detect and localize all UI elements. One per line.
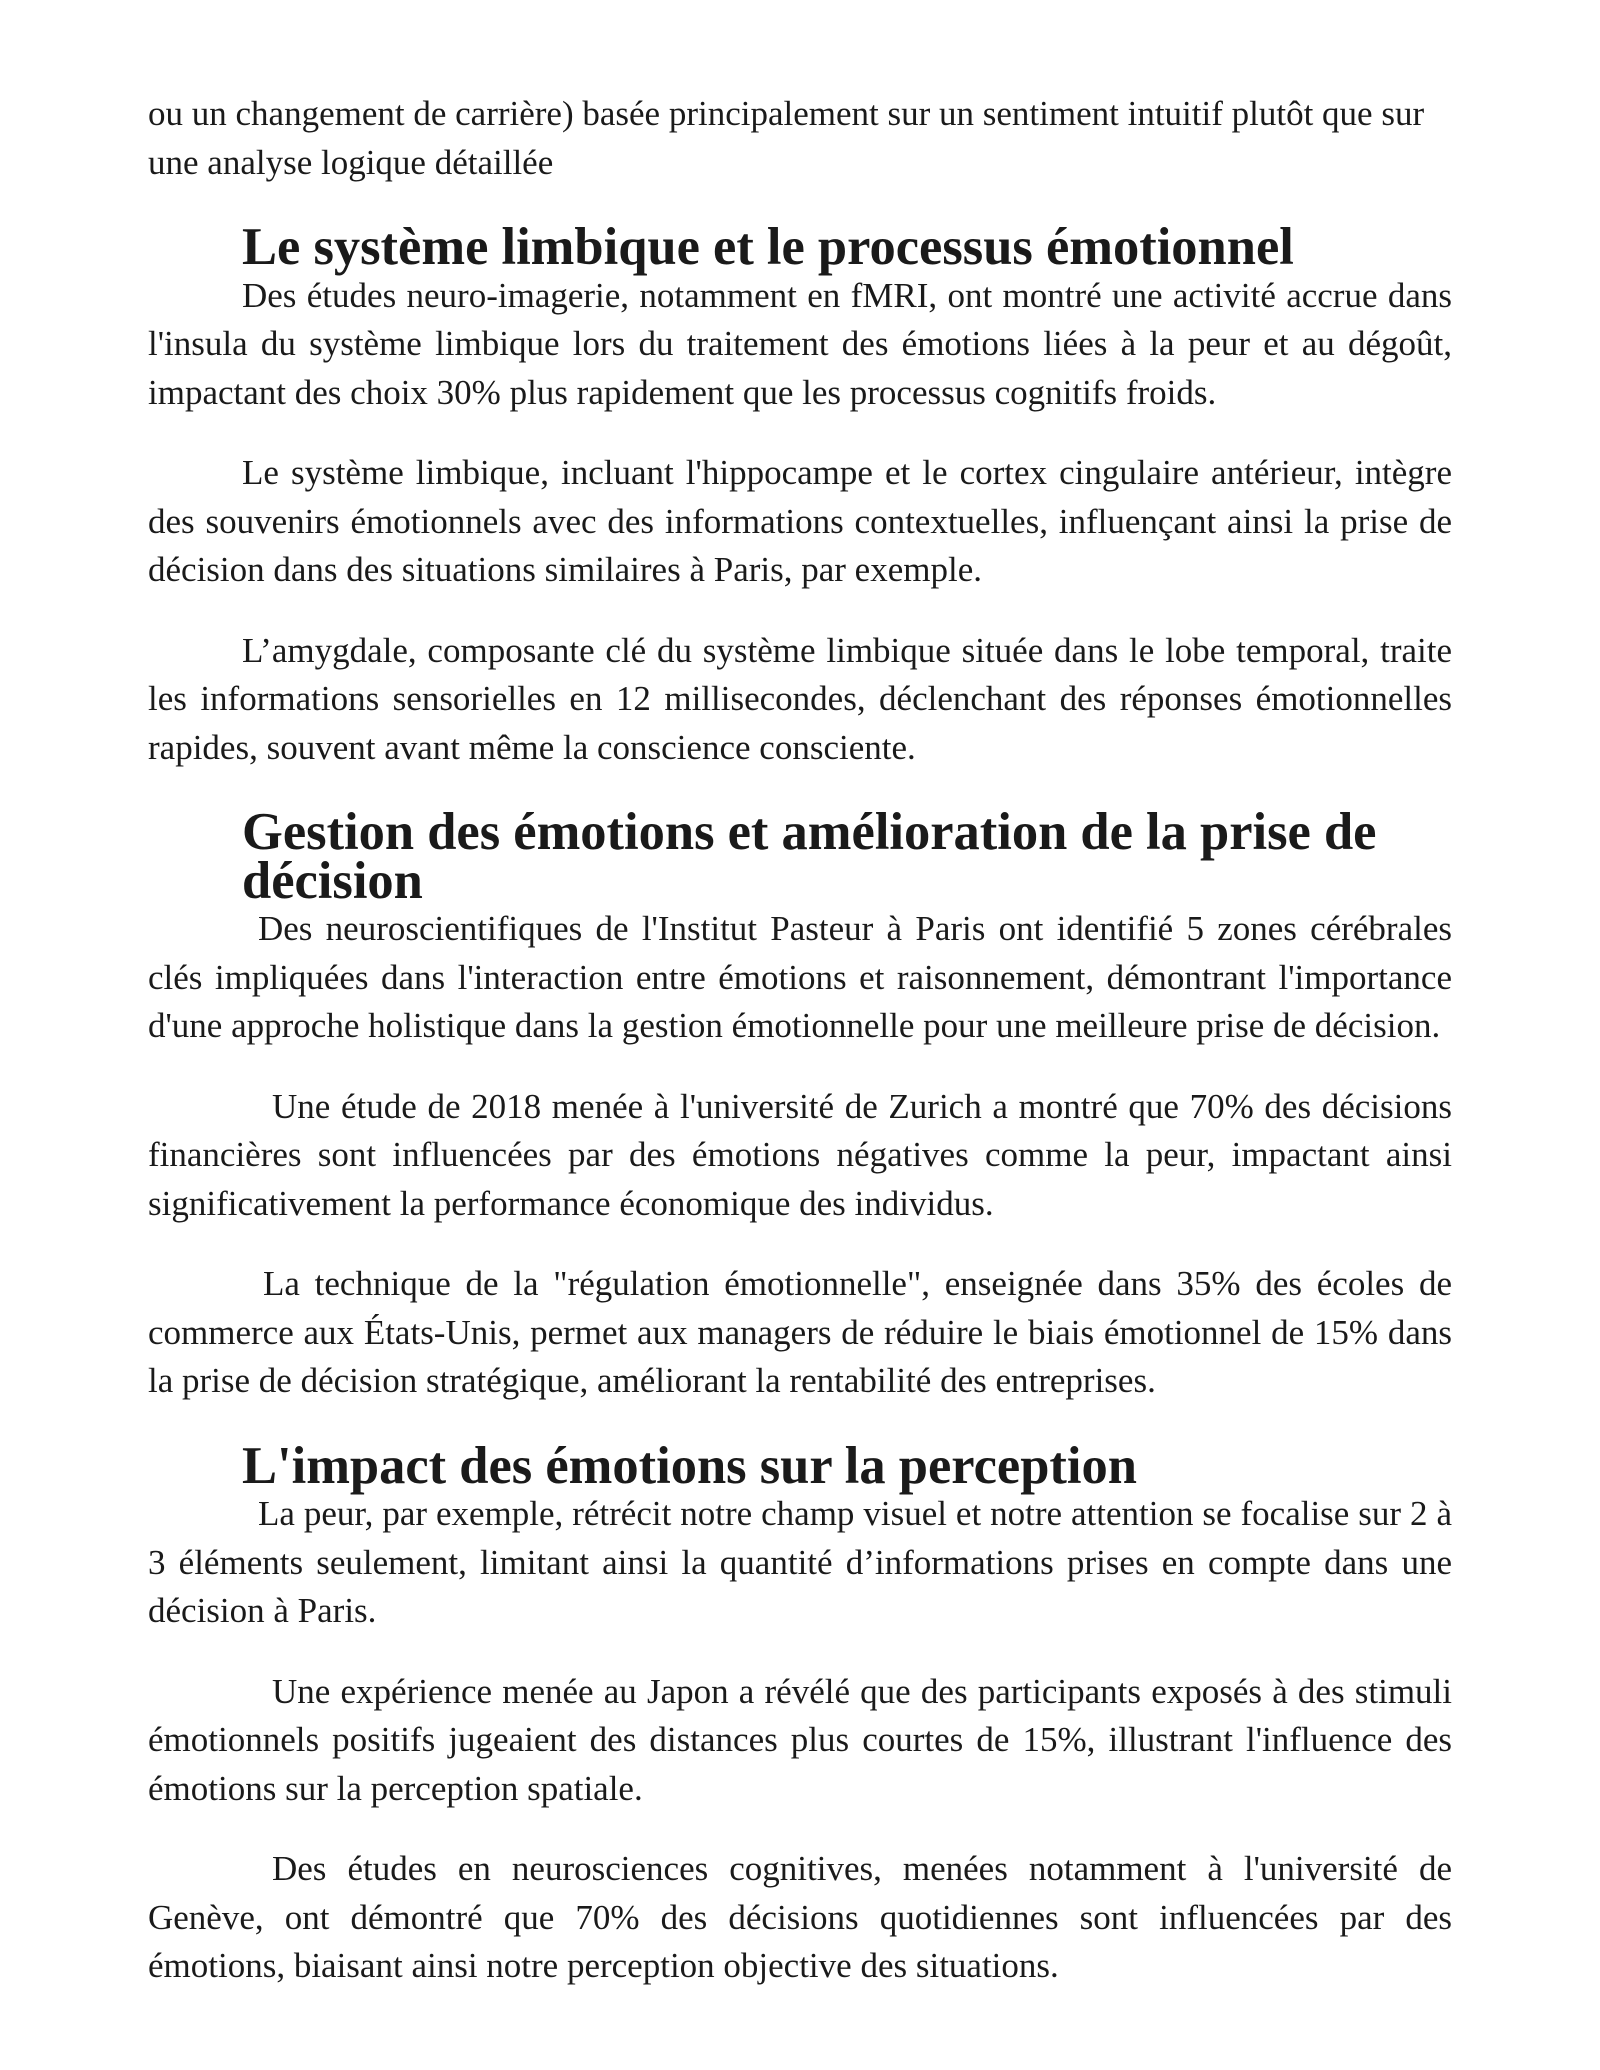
spacer bbox=[148, 595, 1452, 627]
spacer bbox=[148, 1813, 1452, 1845]
paragraph: Une étude de 2018 menée à l'université de Zurich a montré que 70% des décisions financières sont influencées par des émotions négatives comme la peur, impactant ainsi significativement la performance économique des individus. bbox=[148, 1086, 1452, 1223]
spacer bbox=[148, 417, 1452, 449]
spacer bbox=[148, 1636, 1452, 1668]
paragraph: Le système limbique, incluant l'hippocampe et le cortex cingulaire antérieur, intègre des souvenirs émotionnels avec des informations contextuelles, influençant ainsi la prise de décision dans des situations similaires à Paris, par exemple. bbox=[148, 453, 1452, 589]
section-heading-emotion-management: Gestion des émotions et amélioration de la prise de décision bbox=[242, 803, 1377, 910]
section-heading-perception-impact: L'impact des émotions sur la perception bbox=[242, 1436, 1137, 1495]
paragraph: Des neuroscientifiques de l'Institut Pasteur à Paris ont identifié 5 zones cérébrales clés impliquées dans l'interaction entre émotions et raisonnement, démontrant l'importance d'une approche holistique dans la gestion émotionnelle pour une meilleure prise de décision. bbox=[148, 909, 1452, 1045]
paragraph: Une expérience menée au Japon a révélé que des participants exposés à des stimuli émotionnels positifs jugeaient des distances plus courtes de 15%, illustrant l'influence des émotions sur la perception spatiale. bbox=[148, 1671, 1452, 1808]
spacer bbox=[148, 1228, 1452, 1260]
document-body bbox=[148, 90, 1452, 1991]
paragraph: Des études en neurosciences cognitives, menées notamment à l'université de Genève, ont démontré que 70% des décisions quotidiennes sont influencées par des émotions, biaisant ainsi notre perception objective des situations. bbox=[148, 1849, 1452, 1985]
paragraph: Des études neuro-imagerie, notamment en fMRI, ont montré une activité accrue dans l'insula du système limbique lors du traitement des émotions liées à la peur et au dégoût, impactant des choix 30% plus rapidement que les processus cognitifs froids. bbox=[148, 275, 1452, 412]
intro-paragraph: ou un changement de carrière) basée principalement sur un sentiment intuitif plutôt que sur une analyse logique détaillée bbox=[148, 94, 1425, 182]
paragraph: La technique de la "régulation émotionnelle", enseignée dans 35% des écoles de commerce aux États-Unis, permet aux managers de réduire le biais émotionnel de 15% dans la prise de décision stratégique, améliorant la rentabilité des entreprises. bbox=[148, 1264, 1452, 1400]
section-heading-limbic-system: Le système limbique et le processus émotionnel bbox=[242, 218, 1294, 276]
spacer bbox=[148, 1051, 1452, 1083]
paragraph: L’amygdale, composante clé du système limbique située dans le lobe temporal, traite les informations sensorielles en 12 millisecondes, déclenchant des réponses émotionnelles rapides, souvent avant même la conscience consciente. bbox=[148, 630, 1452, 767]
paragraph: La peur, par exemple, rétrécit notre champ visuel et notre attention se focalise sur 2 à 3 éléments seulement, limitant ainsi la quantité d’informations prises en compte dans une décision à Paris. bbox=[148, 1494, 1452, 1630]
